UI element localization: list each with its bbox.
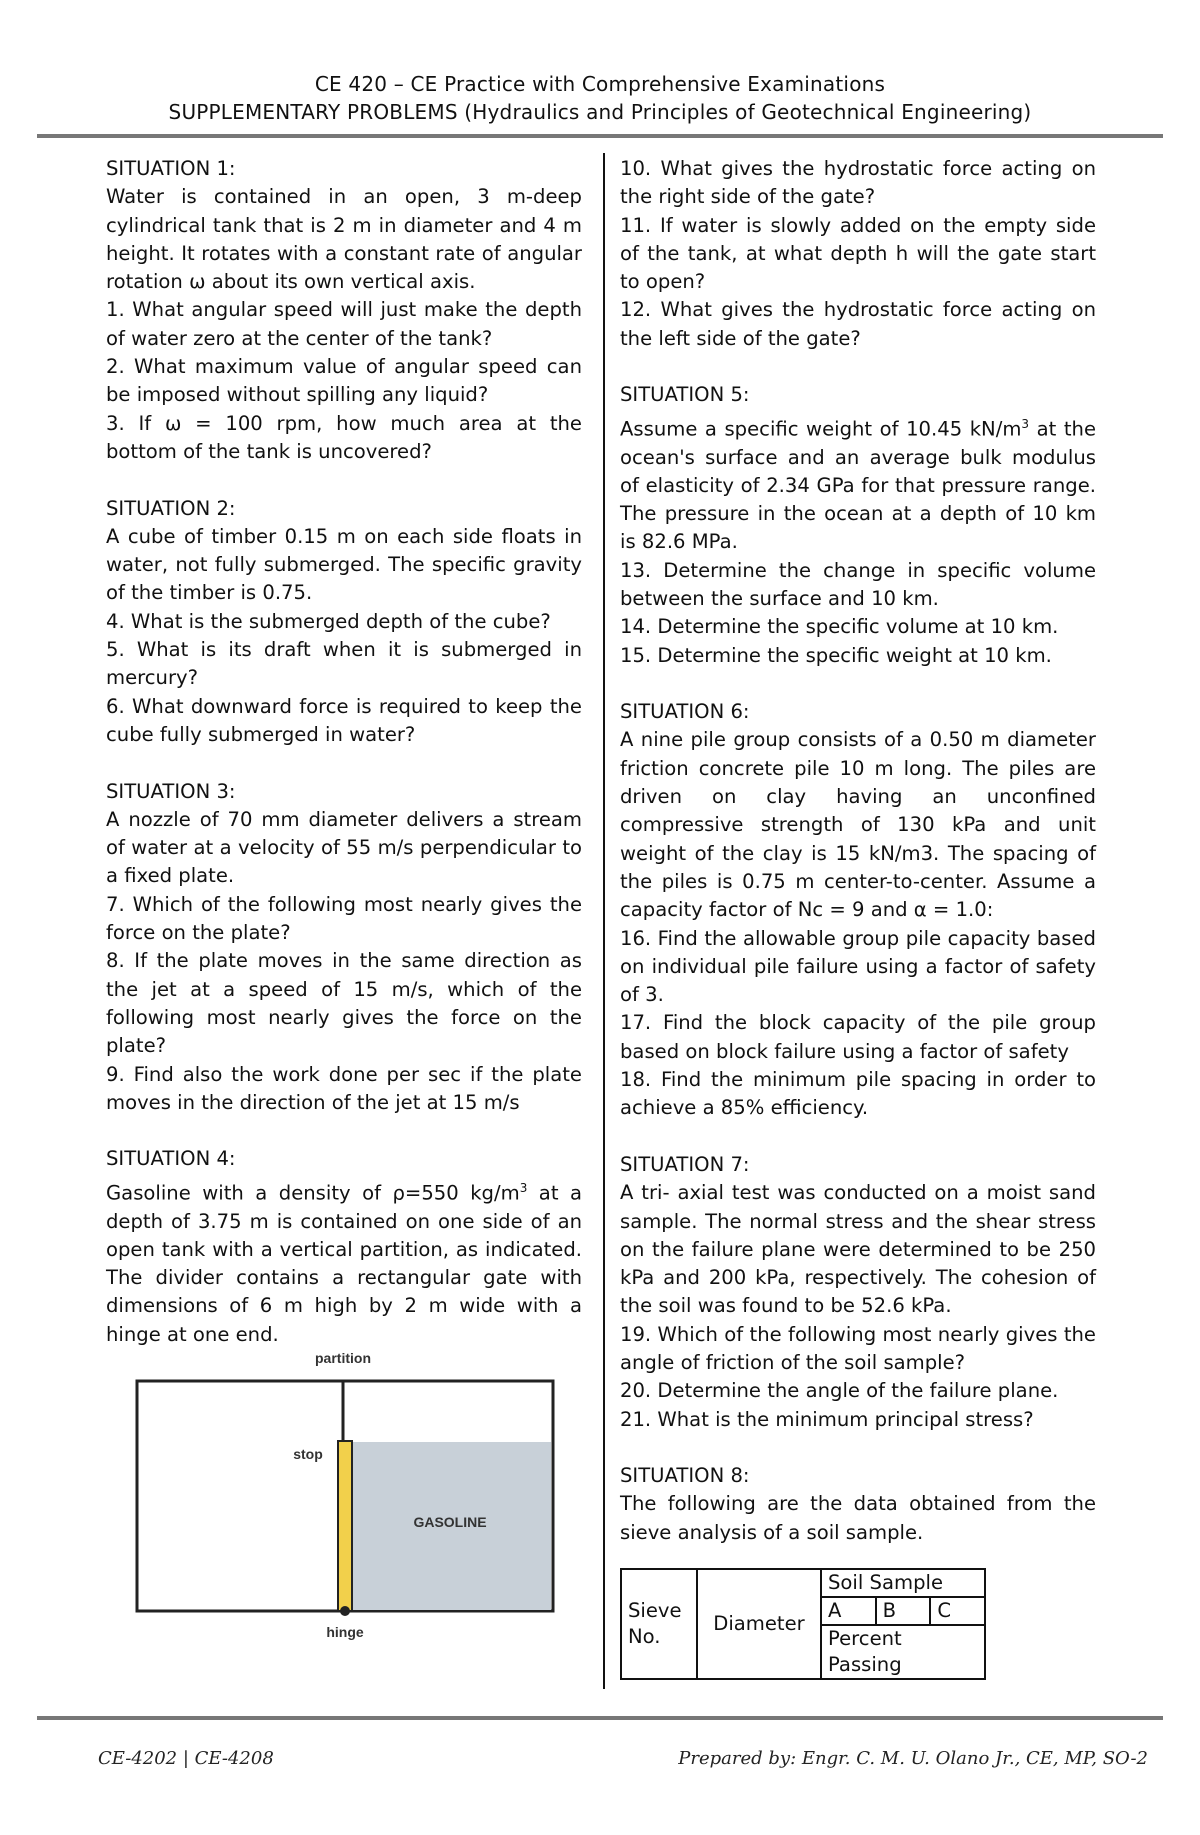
question-1: 1. What angular speed will just make the depth of water zero at the center of the tank?: [106, 298, 582, 350]
situation-5-intro: Assume a specific weight of 10.45 $kN/m^3$ at the ocean's surface and an average bulk modulus of elasticity of 2.34 GPa for that pressure range. The pressure in the ocean at a depth of 10 km is 82.6 MPa.: [620, 416, 1096, 554]
question-9: 9. Find also the work done per sec if the plate moves in the direction of the jet at 15 m/s: [106, 1062, 582, 1114]
hinge-pin: [340, 1606, 350, 1616]
left-column: [106, 155, 582, 1349]
question-13: 13. Determine the change in specific volume between the surface and 10 km.: [620, 558, 1096, 610]
sample-a-header: A: [821, 1597, 876, 1625]
question-16: 16. Find the allowable group pile capacity based on individual pile failure using a factor of safety of 3.: [620, 926, 1096, 1007]
gate: [338, 1441, 352, 1611]
question-2: 2. What maximum value of angular speed can be imposed without spilling any liquid?: [106, 355, 582, 407]
question-18: 18. Find the minimum pile spacing in order to achieve a 85% efficiency.: [620, 1068, 1096, 1120]
footer-course-codes: CE-4202 | CE-4208: [98, 1748, 274, 1769]
situation-4-heading: SITUATION 4:: [106, 1147, 236, 1171]
page-header: [0, 70, 1200, 126]
situation-4-intro: Gasoline with a density of ρ=550 $kg/m^3$ at a depth of 3.75 m is contained on one side of an open tank with a vertical partition, as indicated. The divider contains a rectangular gate with dimensions of 6 m high by 2 m wide with a hinge at one end.: [106, 1180, 582, 1346]
column-divider: [603, 153, 605, 1689]
question-4: 4. What is the submerged depth of the cube?: [106, 609, 551, 633]
situation-7-heading: SITUATION 7:: [620, 1152, 750, 1176]
situation-7-intro: A tri- axial test was conducted on a moist sand sample. The normal stress and the shear stress on the failure plane were determined to be 250 kPa and 200 kPa, respectively. The cohesion of the soil was found to be 52.6 kPa.: [620, 1181, 1096, 1318]
bottom-rule: [37, 1716, 1163, 1720]
situation-5-heading: SITUATION 5:: [620, 383, 750, 407]
footer-prepared-by: Prepared by: Engr. C. M. U. Olano Jr., CE, MP, SO-2: [678, 1748, 1148, 1769]
sample-b-header: B: [876, 1597, 931, 1625]
question-17: 17. Find the block capacity of the pile group based on block failure using a factor of safety: [620, 1011, 1096, 1063]
question-6: 6. What downward force is required to keep the cube fully submerged in water?: [106, 694, 582, 746]
situation-3-heading: SITUATION 3:: [106, 779, 236, 803]
question-12: 12. What gives the hydrostatic force acting on the left side of the gate?: [620, 298, 1096, 350]
question-3: 3. If ω = 100 rpm, how much area at the bottom of the tank is uncovered?: [106, 411, 582, 463]
question-11: 11. If water is slowly added on the empty side of the tank, at what depth h will the gate start to open?: [620, 213, 1096, 294]
percent-passing-header: Percent Passing: [821, 1625, 985, 1679]
question-8: 8. If the plate moves in the same direction as the jet at a speed of 15 m/s, which of the following most nearly gives the force on the plate?: [106, 949, 582, 1058]
question-15: 15. Determine the specific weight at 10 km.: [620, 643, 1052, 667]
diameter-header: Diameter: [697, 1569, 821, 1679]
situation-2-heading: SITUATION 2:: [106, 496, 236, 520]
situation-8-heading: SITUATION 8:: [620, 1464, 750, 1488]
course-title: CE 420 – CE Practice with Comprehensive Examinations: [314, 72, 886, 96]
hinge-label: hinge: [326, 1624, 364, 1640]
situation-3-intro: A nozzle of 70 mm diameter delivers a stream of water at a velocity of 55 m/s perpendicular to a fixed plate.: [106, 807, 582, 888]
situation-8-intro: The following are the data obtained from the sieve analysis of a soil sample.: [620, 1492, 1096, 1544]
question-20: 20. Determine the angle of the failure plane.: [620, 1379, 1059, 1403]
question-7: 7. Which of the following most nearly gives the force on the plate?: [106, 892, 582, 945]
question-5: 5. What is its draft when it is submerged in mercury?: [106, 638, 582, 690]
situation-1-intro: Water is contained in an open, 3 m-deep cylindrical tank that is 2 m in diameter and 4 m height. It rotates with a constant rate of angular rotation ω about its own vertical axis.: [106, 185, 582, 294]
gasoline-label: GASOLINE: [413, 1514, 487, 1530]
soil-sample-header: Soil Sample: [821, 1569, 985, 1597]
situation-6-heading: SITUATION 6:: [620, 700, 750, 724]
stop-label: stop: [293, 1446, 323, 1462]
document-subtitle: SUPPLEMENTARY PROBLEMS (Hydraulics and Principles of Geotechnical Engineering): [168, 100, 1032, 124]
right-column: [620, 155, 1096, 1547]
sample-c-header: C: [930, 1597, 985, 1625]
partition-label: partition: [315, 1350, 371, 1366]
question-10: 10. What gives the hydrostatic force acting on the right side of the gate?: [620, 157, 1096, 209]
question-19: 19. Which of the following most nearly gives the angle of friction of the soil sample?: [620, 1322, 1096, 1374]
question-14: 14. Determine the specific volume at 10 km.: [620, 615, 1059, 639]
situation-1-heading: SITUATION 1:: [106, 157, 236, 180]
situation-6-intro: A nine pile group consists of a 0.50 m diameter friction concrete pile 10 m long. The piles are driven on clay having an unconfined compressive strength of 130 kPa and unit weight of the clay is 15 kN/m3. The spacing of the piles is 0.75 m center-to-center. Assume a capacity factor of Nc = 9 and α = 1.0:: [620, 728, 1096, 922]
top-rule: [37, 134, 1163, 138]
situation-2-intro: A cube of timber 0.15 m on each side floats in water, not fully submerged. The specific gravity of the timber is 0.75.: [106, 524, 582, 605]
question-21: 21. What is the minimum principal stress?: [620, 1407, 1034, 1431]
gate-diagram: [130, 1345, 560, 1645]
sieve-table: [620, 1568, 986, 1680]
sieve-no-header: Sieve No.: [621, 1569, 697, 1679]
